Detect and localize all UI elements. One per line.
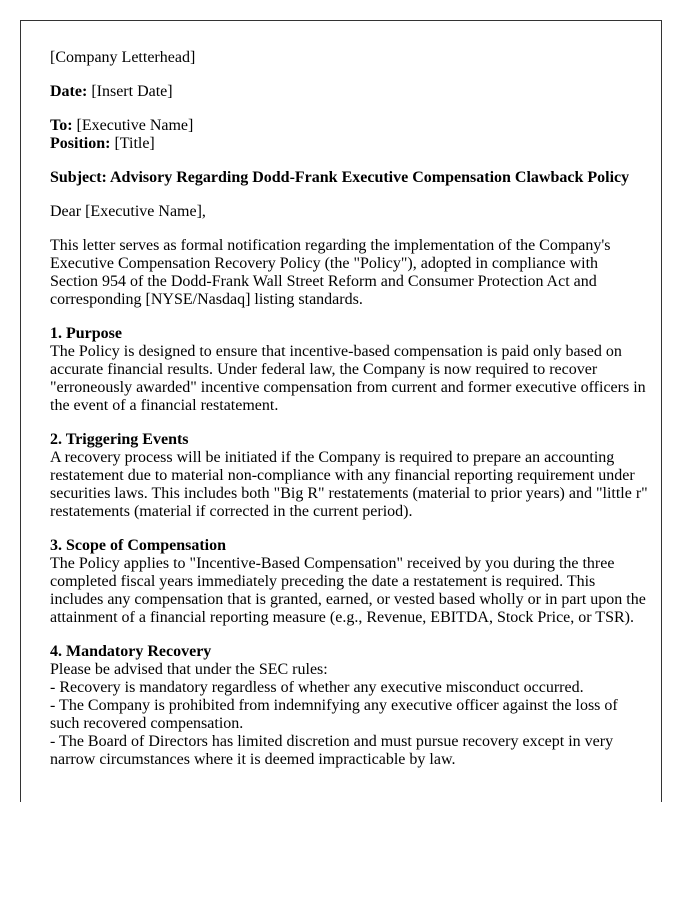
position-label: Position: xyxy=(50,135,111,152)
letter-page xyxy=(20,20,662,802)
to-line xyxy=(50,117,650,135)
section-title: 2. Triggering Events xyxy=(50,431,189,448)
position-value: [Title] xyxy=(110,135,155,152)
section-body: A recovery process will be initiated if the Company is required to prepare an accounting restatement due to material non-compliance with any financial reporting requirement under securities laws. This includes both "Big R" restatements (material to prior years) and "little r" restatements (material if corrected in the current period). xyxy=(50,449,648,520)
subject-line: Subject: Advisory Regarding Dodd-Frank Executive Compensation Clawback Policy xyxy=(50,169,630,186)
to-value: [Executive Name] xyxy=(72,117,194,134)
date-label: Date: xyxy=(50,83,88,100)
letter-content xyxy=(50,49,650,785)
date-value: [Insert Date] xyxy=(87,83,173,100)
section-scope-of-compensation xyxy=(50,537,650,627)
company-letterhead: [Company Letterhead] xyxy=(50,49,196,66)
section-body: The Policy is designed to ensure that incentive-based compensation is paid only based on accurate financial results. Under federal law, the Company is now required to recover "erroneously awarded" incentive compensation from current and former executive officers in the event of a financial restatement. xyxy=(50,343,646,414)
bullet-item: - The Company is prohibited from indemnifying any executive officer against the loss of such recovered compensation. xyxy=(50,697,618,732)
bullet-item: - Recovery is mandatory regardless of whether any executive misconduct occurred. xyxy=(50,679,584,696)
position-line xyxy=(50,135,650,153)
section-title: 4. Mandatory Recovery xyxy=(50,643,212,660)
section-triggering-events xyxy=(50,431,650,521)
to-label: To: xyxy=(50,117,73,134)
section-intro: Please be advised that under the SEC rules: xyxy=(50,661,328,678)
intro-paragraph: This letter serves as formal notification regarding the implementation of the Company's Executive Compensation Recovery Policy (the "Policy"), adopted in compliance with Section 954 of the Dodd-Frank Wall Street Reform and Consumer Protection Act and corresponding [NYSE/Nasdaq] listing standards. xyxy=(50,237,611,308)
section-mandatory-recovery xyxy=(50,643,650,769)
date-line xyxy=(50,83,650,101)
section-body: The Policy applies to "Incentive-Based Compensation" received by you during the three completed fiscal years immediately preceding the date a restatement is required. This includes any compensation that is granted, earned, or vested based wholly or in part upon the attainment of a financial reporting measure (e.g., Revenue, EBITDA, Stock Price, or TSR). xyxy=(50,555,646,626)
salutation: Dear [Executive Name], xyxy=(50,203,206,220)
section-title: 3. Scope of Compensation xyxy=(50,537,227,554)
section-purpose xyxy=(50,325,650,415)
recipient-block xyxy=(50,117,650,153)
section-title: 1. Purpose xyxy=(50,325,122,342)
bullet-item: - The Board of Directors has limited discretion and must pursue recovery except in very narrow circumstances where it is deemed impracticable by law. xyxy=(50,733,614,768)
